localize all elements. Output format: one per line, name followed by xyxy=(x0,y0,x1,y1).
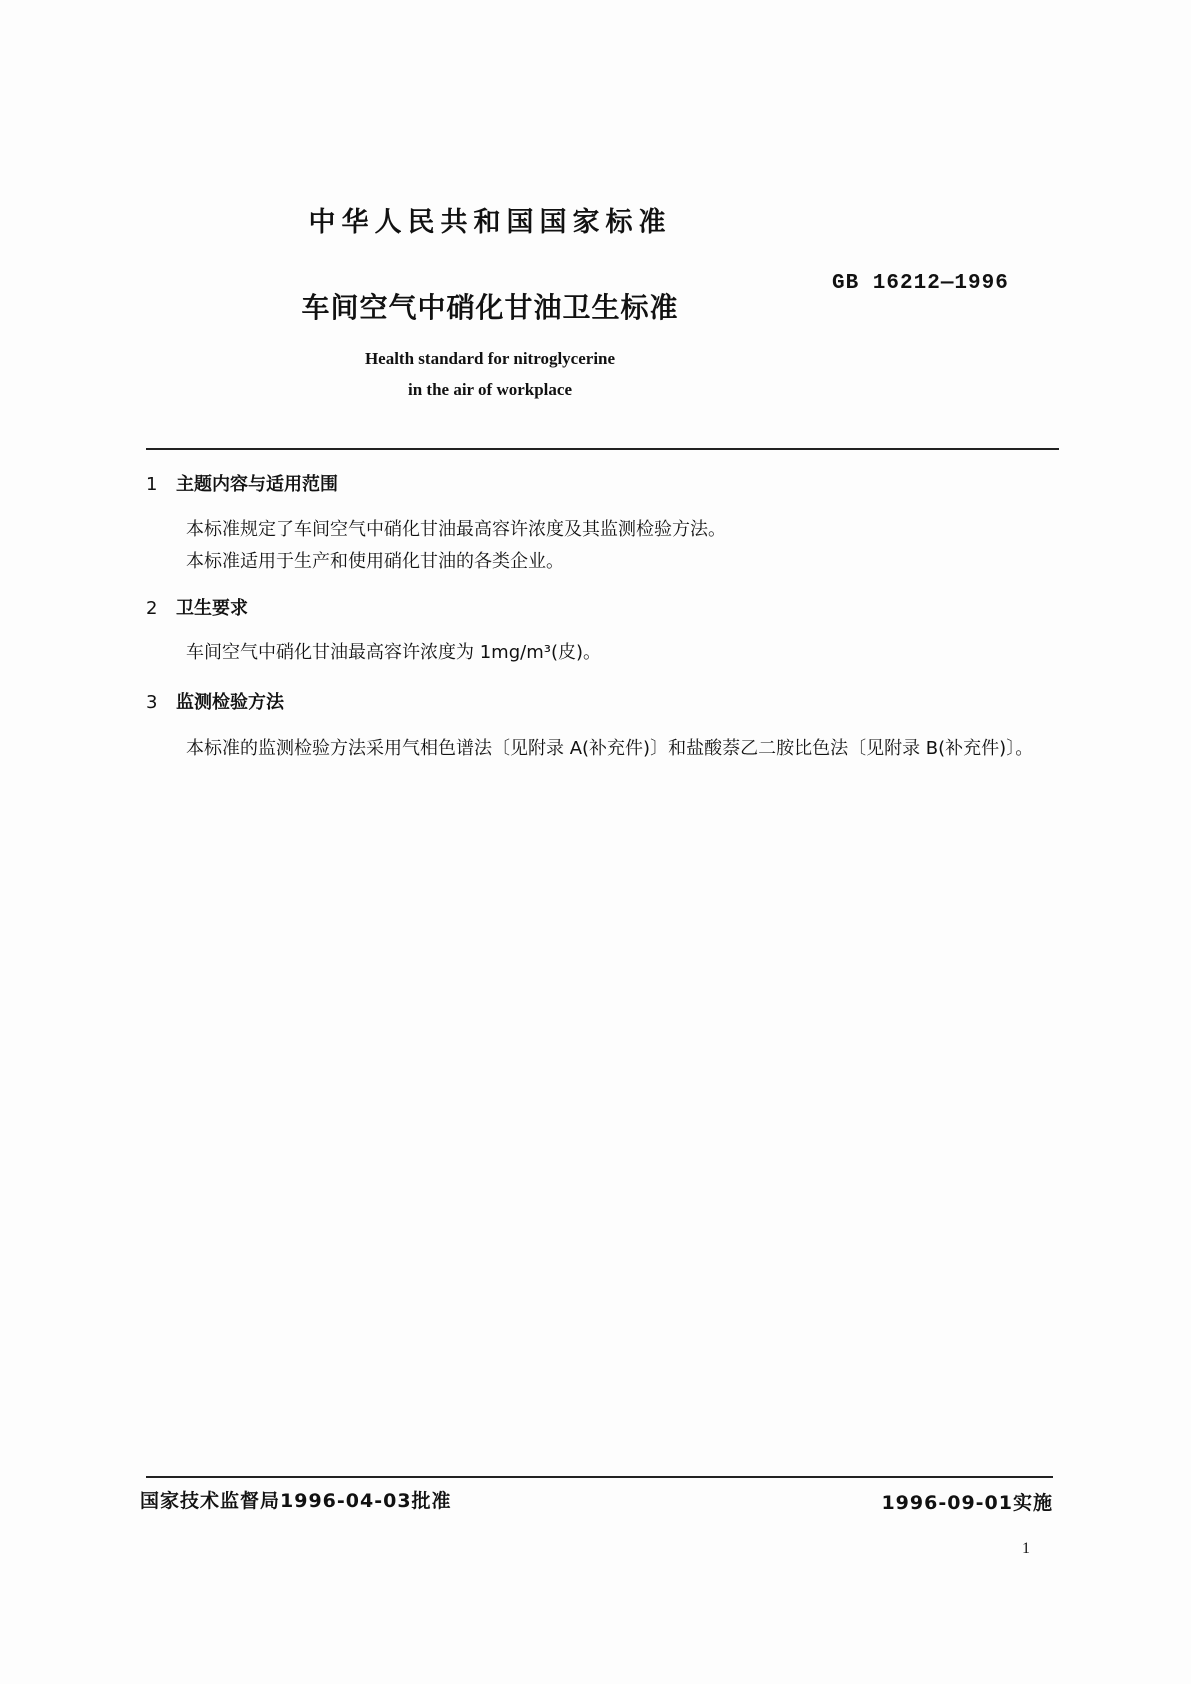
section-2-heading xyxy=(146,594,248,620)
national-standard-heading: 中华人民共和国国家标准 xyxy=(308,207,672,238)
section-number: 3 xyxy=(146,692,158,713)
footer-divider xyxy=(146,1476,1053,1478)
title-en-line-2: in the air of workplace xyxy=(407,380,572,399)
standard-code: GB 16212—1996 xyxy=(832,272,1009,295)
section-3-heading xyxy=(146,688,284,714)
section-title: 卫生要求 xyxy=(176,598,248,619)
section-1-body xyxy=(186,514,1059,578)
header-divider xyxy=(146,448,1059,450)
paragraph: 本标准的监测检验方法采用气相色谱法〔见附录 A(补充件)〕和盐酸萘乙二胺比色法〔见附录 B(补充件)〕。 xyxy=(186,738,1034,759)
title-en-line-1: Health standard for nitroglycerine xyxy=(364,349,616,368)
paragraph: 本标准规定了车间空气中硝化甘油最高容许浓度及其监测检验方法。 xyxy=(186,519,726,540)
approval-date: 国家技术监督局1996-04-03批准 xyxy=(140,1490,452,1512)
page-number: 1 xyxy=(1022,1540,1030,1557)
paragraph: 车间空气中硝化甘油最高容许浓度为 1mg/m³(皮)。 xyxy=(186,642,601,663)
section-number: 2 xyxy=(146,598,158,619)
section-1-heading xyxy=(146,470,338,496)
paragraph: 本标准适用于生产和使用硝化甘油的各类企业。 xyxy=(186,551,564,572)
section-title: 主题内容与适用范围 xyxy=(176,474,338,495)
document-title-en xyxy=(300,343,680,405)
section-2-body xyxy=(186,637,1059,669)
document-title-cn: 车间空气中硝化甘油卫生标准 xyxy=(301,291,679,324)
section-number: 1 xyxy=(146,474,158,495)
implementation-date: 1996-09-01实施 xyxy=(881,1492,1053,1514)
section-3-body xyxy=(146,733,1059,765)
section-title: 监测检验方法 xyxy=(176,692,284,713)
